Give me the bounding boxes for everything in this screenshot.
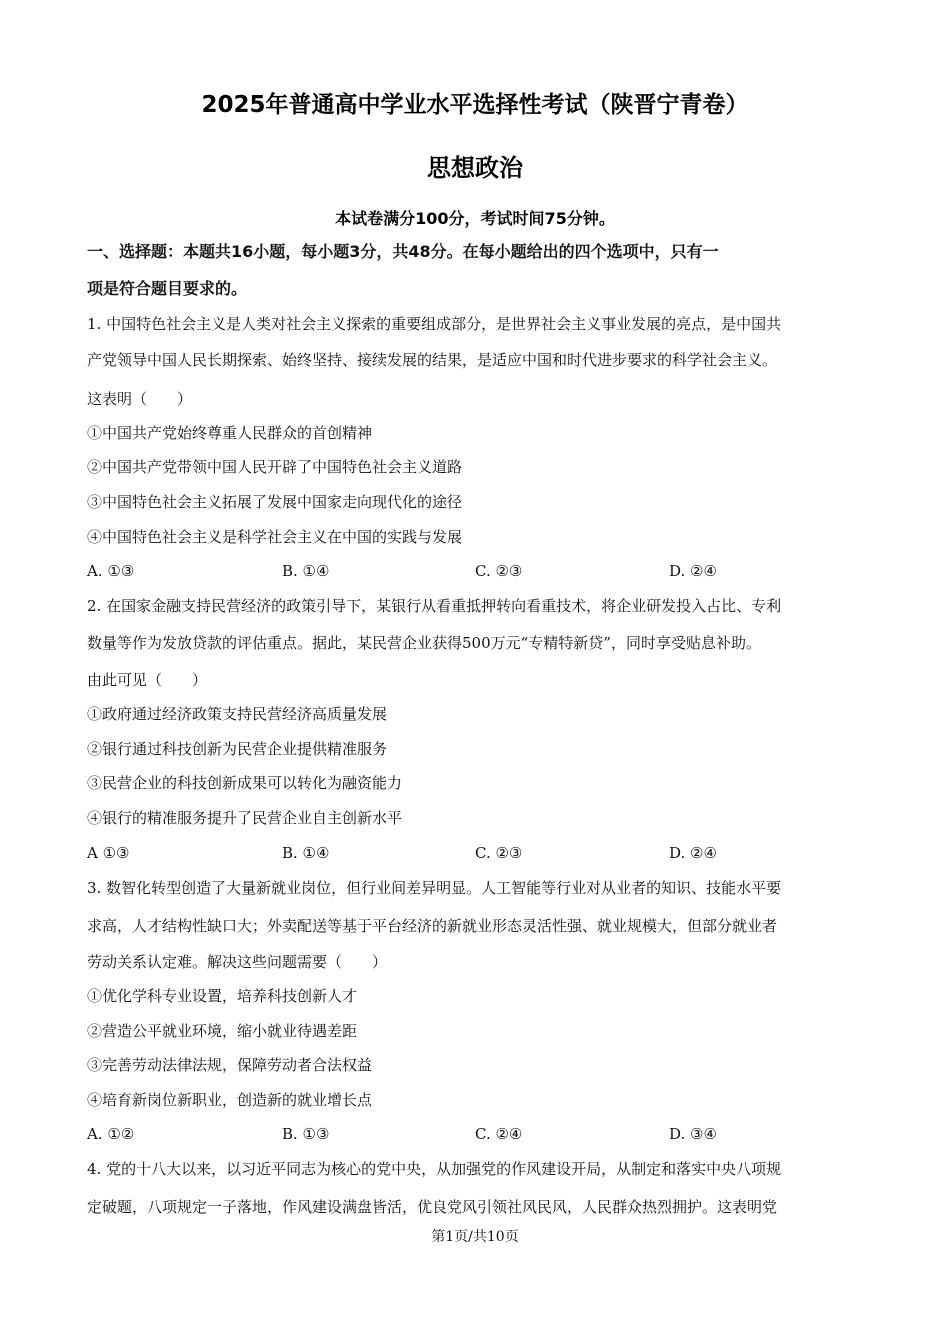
question-3-item-2: ②营造公平就业环境，缩小就业待遇差距: [87, 1022, 358, 1040]
question-2-item-3: ③民营企业的科技创新成果可以转化为融资能力: [87, 774, 403, 792]
question-1-options: [87, 561, 867, 581]
option-a: A. ①③: [87, 562, 135, 580]
question-3-item-3: ③完善劳动法律法规，保障劳动者合法权益: [87, 1056, 373, 1074]
question-1-stem-line-1: 1. 中国特色社会主义是人类对社会主义探索的重要组成部分，是世界社会主义事业发展的亮点，是中国共: [87, 315, 782, 333]
question-3-options: [87, 1124, 867, 1144]
section-heading-line-2: 项是符合题目要求的。: [87, 279, 248, 298]
option-d: D. ②④: [669, 562, 717, 580]
question-1-item-1: ①中国共产党始终尊重人民群众的首创精神: [87, 424, 373, 442]
question-1-stem-line-2: 产党领导中国人民长期探索、始终坚持、接续发展的结果，是适应中国和时代进步要求的科学社会主义。: [87, 351, 778, 369]
question-1-item-3: ③中国特色社会主义拓展了发展中国家走向现代化的途径: [87, 493, 463, 511]
question-3-item-1: ①优化学科专业设置，培养科技创新人才: [87, 987, 358, 1005]
question-1-item-4: ④中国特色社会主义是科学社会主义在中国的实践与发展: [87, 528, 463, 546]
question-1-stem-line-3: 这表明（ ）: [87, 390, 193, 408]
question-2-item-2: ②银行通过科技创新为民营企业提供精准服务: [87, 740, 388, 758]
option-d: D. ②④: [669, 844, 717, 862]
section-heading-line-1: 一、选择题：本题共16小题，每小题3分，共48分。在每小题给出的四个选项中，只有一: [87, 242, 719, 261]
option-c: C. ②④: [475, 1125, 523, 1143]
subject-title: 思想政治: [427, 154, 523, 182]
page-number: 第1页/共10页: [431, 1229, 519, 1245]
question-4-stem-line-1: 4. 党的十八大以来，以习近平同志为核心的党中央，从加强党的作风建设开局，从制定和落实中央八项规: [87, 1160, 782, 1178]
question-3-stem-line-3: 劳动关系认定难。解决这些问题需要（ ）: [87, 953, 388, 971]
question-2-item-1: ①政府通过经济政策支持民营经济高质量发展: [87, 705, 388, 723]
option-a: A ①③: [87, 844, 130, 862]
option-b: B. ①④: [282, 562, 330, 580]
question-3-stem-line-1: 3. 数智化转型创造了大量新就业岗位，但行业间差异明显。人工智能等行业对从业者的知识、技能水平要: [87, 879, 782, 897]
question-2-stem-line-2: 数量等作为发放贷款的评估重点。据此，某民营企业获得500万元“专精特新贷”，同时享受贴息补助。: [87, 634, 761, 652]
option-a: A. ①②: [87, 1125, 135, 1143]
question-2-stem-line-1: 2. 在国家金融支持民营经济的政策引导下，某银行从看重抵押转向看重技术，将企业研发投入占比、专利: [87, 597, 782, 615]
exam-info: 本试卷满分100分，考试时间75分钟。: [335, 209, 615, 228]
option-b: B. ①④: [282, 844, 330, 862]
question-3-item-4: ④培育新岗位新职业，创造新的就业增长点: [87, 1091, 373, 1109]
question-3-stem-line-2: 求高，人才结构性缺口大；外卖配送等基于平台经济的新就业形态灵活性强、就业规模大，但部分就业者: [87, 917, 778, 935]
question-2-options: [87, 843, 867, 863]
question-4-stem-line-2: 定破题，八项规定一子落地，作风建设满盘皆活，优良党风引领社风民风，人民群众热烈拥护。这表明党: [87, 1198, 778, 1216]
exam-title: 2025年普通高中学业水平选择性考试（陕晋宁青卷）: [201, 92, 749, 118]
option-b: B. ①③: [282, 1125, 330, 1143]
option-c: C. ②③: [475, 844, 523, 862]
option-d: D. ③④: [669, 1125, 717, 1143]
option-c: C. ②③: [475, 562, 523, 580]
question-2-item-4: ④银行的精准服务提升了民营企业自主创新水平: [87, 809, 403, 827]
question-1-item-2: ②中国共产党带领中国人民开辟了中国特色社会主义道路: [87, 458, 463, 476]
question-2-stem-line-3: 由此可见（ ）: [87, 671, 208, 689]
